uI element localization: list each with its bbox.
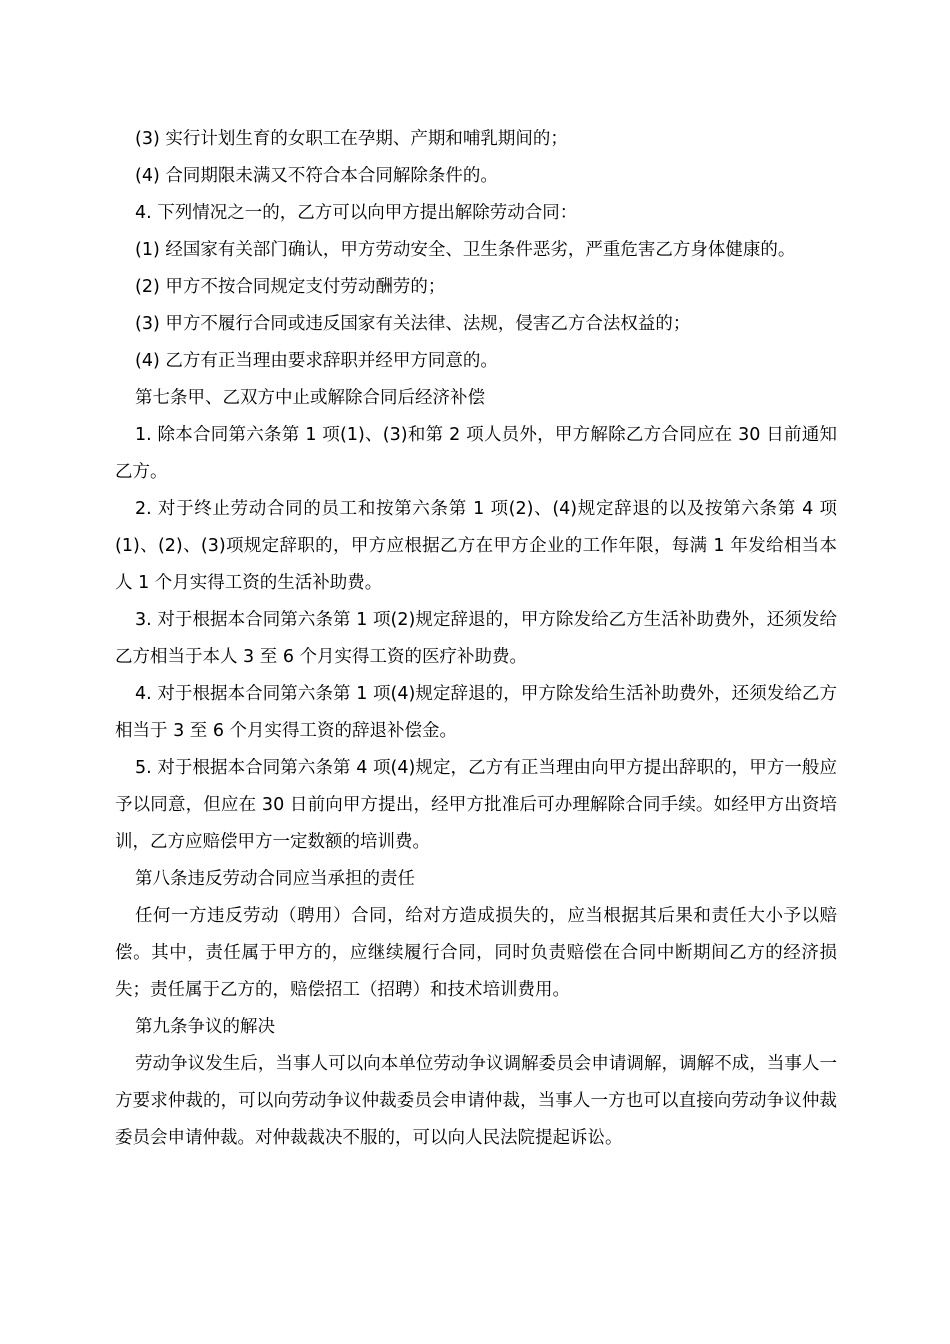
paragraph: (3) 甲方不履行合同或违反国家有关法律、法规，侵害乙方合法权益的； (135, 314, 691, 334)
paragraph: (3) 实行计划生育的女职工在孕期、产期和哺乳期间的； (135, 129, 568, 149)
paragraph: 2. 对于终止劳动合同的员工和按第六条第 1 项(2)、(4)规定辞退的以及按第六条第 4 项(1)、(2)、(3)项规定辞职的，甲方应根据乙方在甲方企业的工作年限，每满 1 年发给相当本人 1 个月实得工资的生活补助费。 (115, 499, 837, 593)
section-heading: 第七条甲、乙双方中止或解除合同后经济补偿 (135, 388, 485, 408)
paragraph: 1. 除本合同第六条第 1 项(1)、(3)和第 2 项人员外，甲方解除乙方合同应在 30 日前通知乙方。 (115, 425, 837, 482)
document-body (115, 121, 837, 1157)
paragraph: (4) 合同期限未满又不符合本合同解除条件的。 (135, 166, 498, 186)
section-heading: 第八条违反劳动合同应当承担的责任 (135, 869, 415, 889)
paragraph: (2) 甲方不按合同规定支付劳动酬劳的； (135, 277, 446, 297)
paragraph: 任何一方违反劳动（聘用）合同，给对方造成损失的，应当根据其后果和责任大小予以赔偿。其中，责任属于甲方的，应继续履行合同，同时负责赔偿在合同中断期间乙方的经济损失；责任属于乙方的，赔偿招工（招聘）和技术培训费用。 (115, 906, 837, 1000)
paragraph: (4) 乙方有正当理由要求辞职并经甲方同意的。 (135, 351, 498, 371)
paragraph: 4. 下列情况之一的，乙方可以向甲方提出解除劳动合同： (135, 203, 578, 223)
section-heading: 第九条争议的解决 (135, 1017, 275, 1037)
paragraph: (1) 经国家有关部门确认，甲方劳动安全、卫生条件恶劣，严重危害乙方身体健康的。 (135, 240, 796, 260)
paragraph: 3. 对于根据本合同第六条第 1 项(2)规定辞退的，甲方除发给乙方生活补助费外，还须发给乙方相当于本人 3 至 6 个月实得工资的医疗补助费。 (115, 610, 837, 667)
paragraph: 4. 对于根据本合同第六条第 1 项(4)规定辞退的，甲方除发给生活补助费外，还须发给乙方相当于 3 至 6 个月实得工资的辞退补偿金。 (115, 684, 837, 741)
paragraph: 劳动争议发生后，当事人可以向本单位劳动争议调解委员会申请调解，调解不成，当事人一方要求仲裁的，可以向劳动争议仲裁委员会申请仲裁，当事人一方也可以直接向劳动争议仲裁委员会申请仲裁。对仲裁裁决不服的，可以向人民法院提起诉讼。 (115, 1054, 837, 1148)
paragraph: 5. 对于根据本合同第六条第 4 项(4)规定，乙方有正当理由向甲方提出辞职的，甲方一般应予以同意，但应在 30 日前向甲方提出，经甲方批准后可办理解除合同手续。如经甲方出资培训，乙方应赔偿甲方一定数额的培训费。 (115, 758, 837, 852)
